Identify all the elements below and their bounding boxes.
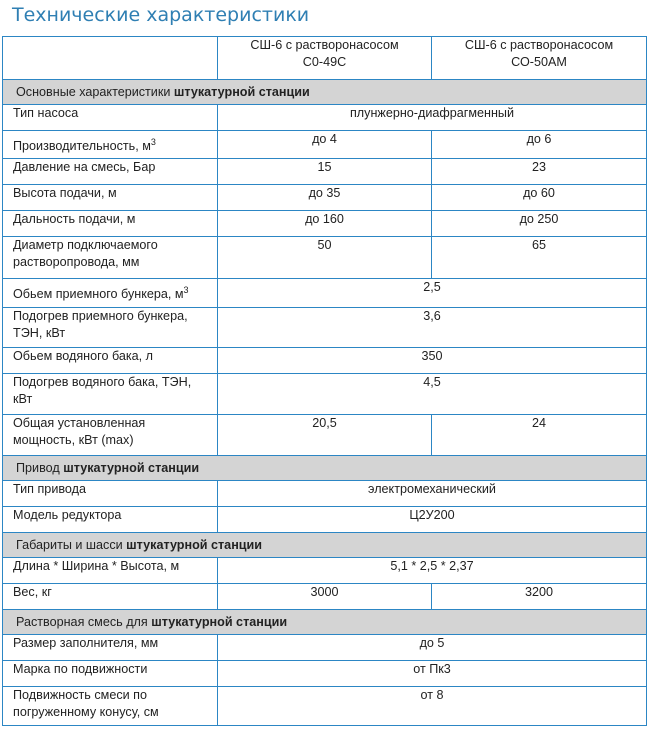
table-row (3, 131, 647, 159)
section-dimensions (3, 533, 647, 558)
row-label: Производительность, $м^3$ (3, 131, 218, 159)
row-value-col2: до 6 (432, 131, 647, 159)
row-value-col1: до 4 (218, 131, 432, 159)
row-label: Обьем приемного бункера, $м^3$ (3, 279, 218, 308)
column-header-2-line2: СО-50АМ (511, 55, 567, 69)
table-row (3, 687, 647, 726)
header-row (3, 37, 647, 80)
column-header-2-line1: СШ-6 с растворонасосом (464, 38, 614, 52)
row-label: Подогрев приемного бункера, ТЭН, кВт (3, 308, 218, 348)
row-value: 2,5 (218, 279, 647, 308)
row-value-col1: до 35 (218, 185, 432, 211)
row-label: Подогрев водяного бака, ТЭН, кВт (3, 374, 218, 415)
row-value-col2: до 250 (432, 211, 647, 237)
row-value-col1: 15 (218, 159, 432, 185)
row-label: Марка по подвижности (3, 661, 218, 687)
section-title: Основные характеристики штукатурной станции (3, 80, 647, 105)
row-value: 4,5 (218, 374, 647, 415)
row-label: Тип привода (3, 481, 218, 507)
row-label: Обьем водяного бака, л (3, 348, 218, 374)
table-row (3, 237, 647, 279)
row-label: Длина * Ширина * Высота, м (3, 558, 218, 584)
row-value-col1: до 160 (218, 211, 432, 237)
row-value: плунжерно-диафрагменный (218, 105, 647, 131)
row-value: от Пк3 (218, 661, 647, 687)
page-title: Технические характеристики (12, 4, 310, 26)
row-value-col1: 20,5 (218, 415, 432, 456)
section-title: Привод штукатурной станции (3, 456, 647, 481)
table-row (3, 348, 647, 374)
row-label: Диаметр подключаемого растворопровода, мм (3, 237, 218, 279)
table-row (3, 635, 647, 661)
table-row (3, 558, 647, 584)
row-label: Размер заполнителя, мм (3, 635, 218, 661)
row-label: Общая установленная мощность, кВт (max) (3, 415, 218, 456)
table-row (3, 185, 647, 211)
row-value-col1: 3000 (218, 584, 432, 610)
table-row (3, 211, 647, 237)
row-value: 350 (218, 348, 647, 374)
section-title: Растворная смесь для штукатурной станции (3, 610, 647, 635)
row-label: Высота подачи, м (3, 185, 218, 211)
row-value-col2: 65 (432, 237, 647, 279)
table-row (3, 507, 647, 533)
row-value-col1: 50 (218, 237, 432, 279)
row-value-col2: 23 (432, 159, 647, 185)
row-value: 5,1 * 2,5 * 2,37 (218, 558, 647, 584)
spec-table (2, 36, 647, 726)
section-main-characteristics (3, 80, 647, 105)
row-label: Подвижность смеси по погруженному конусу, см (3, 687, 218, 726)
row-value: 3,6 (218, 308, 647, 348)
row-label: Дальность подачи, м (3, 211, 218, 237)
column-header-2 (432, 37, 647, 80)
table-row (3, 584, 647, 610)
table-row (3, 661, 647, 687)
column-header-1 (218, 37, 432, 80)
row-value-col2: 24 (432, 415, 647, 456)
row-value-col2: 3200 (432, 584, 647, 610)
header-empty-cell (3, 37, 218, 80)
row-label: Давление на смесь, Бар (3, 159, 218, 185)
row-value: до 5 (218, 635, 647, 661)
column-header-1-line1: СШ-6 с растворонасосом (250, 38, 399, 52)
table-row (3, 415, 647, 456)
table-row (3, 105, 647, 131)
section-mortar-mix (3, 610, 647, 635)
table-row (3, 308, 647, 348)
table-row (3, 374, 647, 415)
row-label: Модель редуктора (3, 507, 218, 533)
row-value: от 8 (218, 687, 647, 726)
row-value: Ц2У200 (218, 507, 647, 533)
table-row (3, 279, 647, 308)
row-label: Вес, кг (3, 584, 218, 610)
section-drive (3, 456, 647, 481)
column-header-1-line2: С0-49С (302, 55, 347, 69)
table-row (3, 481, 647, 507)
row-label: Тип насоса (3, 105, 218, 131)
row-value-col2: до 60 (432, 185, 647, 211)
section-title: Габариты и шасси штукатурной станции (3, 533, 647, 558)
row-value: электромеханический (218, 481, 647, 507)
table-row (3, 159, 647, 185)
